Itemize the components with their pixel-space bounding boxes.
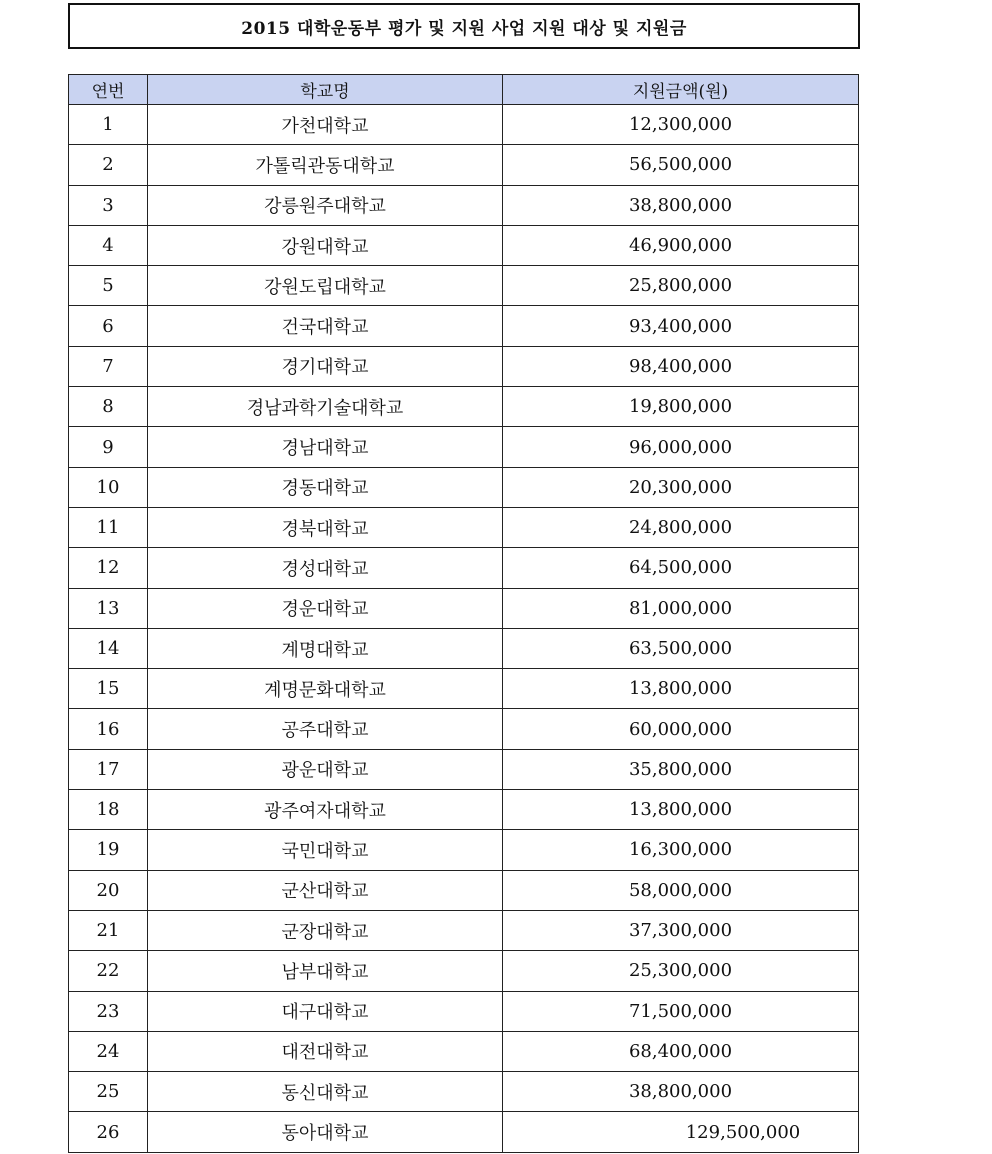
row-number-cell: 16 [69, 709, 148, 749]
school-name-cell: 강릉원주대학교 [148, 185, 503, 225]
table-row [69, 548, 859, 588]
table-row [69, 669, 859, 709]
row-number-cell: 1 [69, 105, 148, 145]
amount-cell: 13,800,000 [503, 669, 859, 709]
amount-cell: 60,000,000 [503, 709, 859, 749]
row-number-cell: 7 [69, 346, 148, 386]
row-number-cell: 19 [69, 830, 148, 870]
row-number-cell: 17 [69, 749, 148, 789]
row-number-cell: 23 [69, 991, 148, 1031]
school-name-cell: 광운대학교 [148, 749, 503, 789]
row-number-cell: 4 [69, 225, 148, 265]
table-row [69, 467, 859, 507]
table-row [69, 830, 859, 870]
table-row [69, 507, 859, 547]
row-number-cell: 22 [69, 951, 148, 991]
document-title: 2015 대학운동부 평가 및 지원 사업 지원 대상 및 지원금 [68, 3, 860, 49]
amount-cell: 68,400,000 [503, 1031, 859, 1071]
amount-cell: 129,500,000 [503, 1112, 859, 1152]
row-number-cell: 5 [69, 266, 148, 306]
school-name-cell: 국민대학교 [148, 830, 503, 870]
table-row [69, 346, 859, 386]
row-number-cell: 21 [69, 910, 148, 950]
row-number-cell: 3 [69, 185, 148, 225]
row-number-cell: 8 [69, 387, 148, 427]
school-name-cell: 경남과학기술대학교 [148, 387, 503, 427]
table-row [69, 910, 859, 950]
amount-cell: 64,500,000 [503, 548, 859, 588]
table-row [69, 870, 859, 910]
support-table [68, 74, 859, 1153]
amount-cell: 56,500,000 [503, 145, 859, 185]
amount-cell: 24,800,000 [503, 507, 859, 547]
table-row [69, 628, 859, 668]
table-row [69, 306, 859, 346]
school-name-cell: 강원대학교 [148, 225, 503, 265]
school-name-cell: 경운대학교 [148, 588, 503, 628]
table-row [69, 709, 859, 749]
table-row [69, 145, 859, 185]
school-name-cell: 동아대학교 [148, 1112, 503, 1152]
column-header-no: 연번 [69, 75, 148, 105]
amount-cell: 81,000,000 [503, 588, 859, 628]
table-row [69, 387, 859, 427]
row-number-cell: 2 [69, 145, 148, 185]
row-number-cell: 14 [69, 628, 148, 668]
school-name-cell: 강원도립대학교 [148, 266, 503, 306]
amount-cell: 46,900,000 [503, 225, 859, 265]
table-row [69, 266, 859, 306]
school-name-cell: 가천대학교 [148, 105, 503, 145]
row-number-cell: 15 [69, 669, 148, 709]
amount-cell: 16,300,000 [503, 830, 859, 870]
row-number-cell: 9 [69, 427, 148, 467]
table-row [69, 588, 859, 628]
table-row [69, 105, 859, 145]
row-number-cell: 20 [69, 870, 148, 910]
table-row [69, 225, 859, 265]
table-row [69, 1072, 859, 1112]
table-row [69, 951, 859, 991]
school-name-cell: 경기대학교 [148, 346, 503, 386]
row-number-cell: 24 [69, 1031, 148, 1071]
table-row [69, 427, 859, 467]
column-header-school: 학교명 [148, 75, 503, 105]
amount-cell: 38,800,000 [503, 185, 859, 225]
table-row [69, 991, 859, 1031]
table-row [69, 749, 859, 789]
amount-cell: 35,800,000 [503, 749, 859, 789]
amount-cell: 96,000,000 [503, 427, 859, 467]
table-body [69, 105, 859, 1153]
table-header-row [69, 75, 859, 105]
row-number-cell: 12 [69, 548, 148, 588]
school-name-cell: 경북대학교 [148, 507, 503, 547]
row-number-cell: 11 [69, 507, 148, 547]
amount-cell: 37,300,000 [503, 910, 859, 950]
row-number-cell: 10 [69, 467, 148, 507]
school-name-cell: 경성대학교 [148, 548, 503, 588]
amount-cell: 58,000,000 [503, 870, 859, 910]
table-row [69, 1112, 859, 1152]
school-name-cell: 건국대학교 [148, 306, 503, 346]
amount-cell: 19,800,000 [503, 387, 859, 427]
school-name-cell: 동신대학교 [148, 1072, 503, 1112]
school-name-cell: 경남대학교 [148, 427, 503, 467]
amount-cell: 98,400,000 [503, 346, 859, 386]
school-name-cell: 남부대학교 [148, 951, 503, 991]
amount-cell: 93,400,000 [503, 306, 859, 346]
row-number-cell: 26 [69, 1112, 148, 1152]
amount-cell: 63,500,000 [503, 628, 859, 668]
school-name-cell: 군산대학교 [148, 870, 503, 910]
amount-cell: 71,500,000 [503, 991, 859, 1031]
row-number-cell: 18 [69, 790, 148, 830]
row-number-cell: 13 [69, 588, 148, 628]
amount-cell: 25,300,000 [503, 951, 859, 991]
school-name-cell: 공주대학교 [148, 709, 503, 749]
amount-cell: 12,300,000 [503, 105, 859, 145]
table-row [69, 1031, 859, 1071]
school-name-cell: 군장대학교 [148, 910, 503, 950]
amount-cell: 38,800,000 [503, 1072, 859, 1112]
column-header-amount: 지원금액(원) [503, 75, 859, 105]
school-name-cell: 경동대학교 [148, 467, 503, 507]
school-name-cell: 광주여자대학교 [148, 790, 503, 830]
table-row [69, 185, 859, 225]
row-number-cell: 25 [69, 1072, 148, 1112]
table-row [69, 790, 859, 830]
school-name-cell: 가톨릭관동대학교 [148, 145, 503, 185]
amount-cell: 20,300,000 [503, 467, 859, 507]
amount-cell: 13,800,000 [503, 790, 859, 830]
school-name-cell: 대구대학교 [148, 991, 503, 1031]
school-name-cell: 계명대학교 [148, 628, 503, 668]
school-name-cell: 계명문화대학교 [148, 669, 503, 709]
amount-cell: 25,800,000 [503, 266, 859, 306]
school-name-cell: 대전대학교 [148, 1031, 503, 1071]
row-number-cell: 6 [69, 306, 148, 346]
